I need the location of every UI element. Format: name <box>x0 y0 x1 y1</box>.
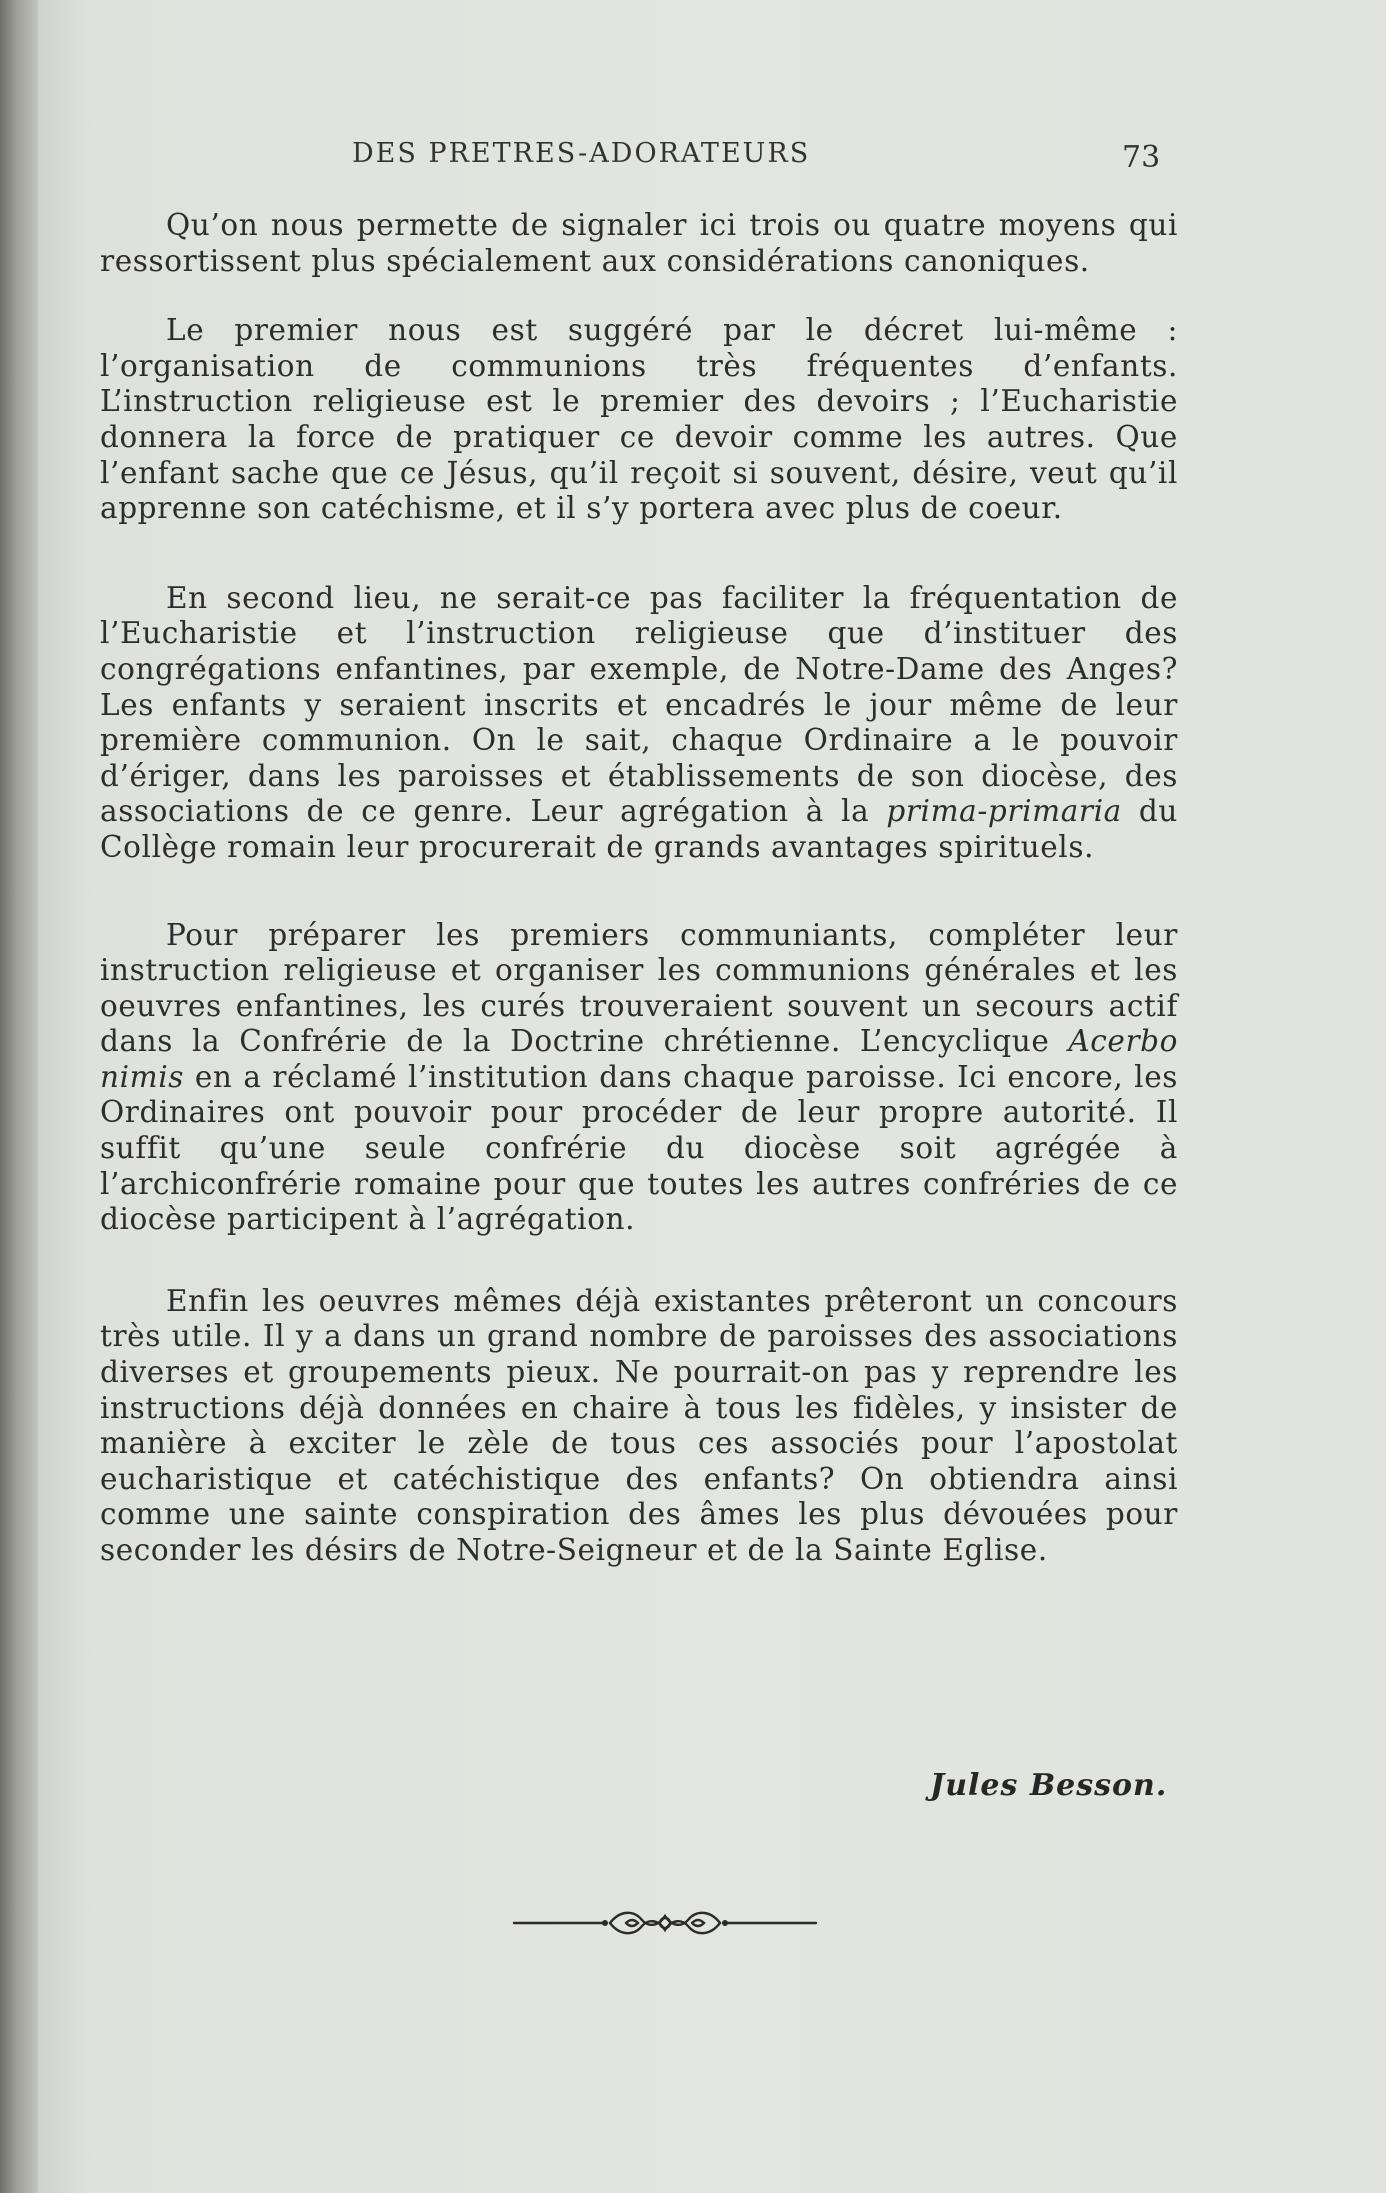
paragraph-3 <box>100 581 1178 866</box>
paragraph-3-italic-term: prima-primaria <box>886 794 1122 829</box>
fleuron-ornament-icon <box>512 1900 818 1946</box>
paragraph-4-text-after: en a réclamé l’institution dans chaque paroisse. Ici encore, les Ordinaires ont pouvoir pour procéder de leur propre autorité. Il suffit qu’une seule confrérie du diocèse soit agrégée à l’archiconfrérie romaine pour que toutes les autres confréries de ce diocèse participent à l’agrégation. <box>100 1059 1178 1237</box>
paragraph-1: Qu’on nous permette de signaler ici trois ou quatre moyens qui ressortissent plus spécialement aux considérations canoniques. <box>100 208 1178 278</box>
running-title: DES PRETRES-ADORATEURS <box>352 138 811 169</box>
paragraph-4-text-before: Pour préparer les premiers communiants, compléter leur instruction religieuse et organiser les communions générales et les oeuvres enfantines, les curés trouveraient souvent un secours actif dans la Confrérie de la Doctrine chrétienne. L’encyclique <box>100 917 1178 1059</box>
body-text <box>100 208 1178 1569</box>
paragraph-2: Le premier nous est suggéré par le décret lui-même : l’organisation de communions très fréquentes d’enfants. L’instruction religieuse est le premier des devoirs ; l’Eucharistie donnera la force de pratiquer ce devoir comme les autres. Que l’enfant sache que ce Jésus, qu’il reçoit si souvent, désire, veut qu’il apprenne son catéchisme, et il s’y portera avec plus de coeur. <box>100 313 1178 526</box>
paragraph-5: Enfin les oeuvres mêmes déjà existantes prêteront un concours très utile. Il y a dans un grand nombre de paroisses des associations diverses et groupements pieux. Ne pourrait-on pas y reprendre les instructions déjà données en chaire à tous les fidèles, y insister de manière à exciter le zèle de tous ces associés pour l’apostolat eucharistique et catéchistique des enfants? On obtiendra ainsi comme une sainte conspiration des âmes les plus dévouées pour seconder les désirs de Notre-Seigneur et de la Sainte Eglise. <box>100 1283 1178 1567</box>
paragraph-3-text-before: En second lieu, ne serait-ce pas faciliter la fréquentation de l’Eucharistie et l’instruction religieuse que d’instituer des congrégations enfantines, par exemple, de Notre-Dame des Anges? Les enfants y seraient inscrits et encadrés le jour même de leur première communion. On le sait, chaque Ordinaire a le pouvoir d’ériger, dans les paroisses et établissements de son diocèse, des associations de ce genre. Leur agrégation à la <box>100 580 1178 829</box>
page-number: 73 <box>1122 140 1161 175</box>
paragraph-3-text-after: du Collège romain leur procurerait de grands avantages spirituels. <box>100 794 1178 864</box>
paragraph-4-italic-term: Acerbo nimis <box>100 1024 1178 1094</box>
author-signature: Jules Besson. <box>930 1768 1168 1803</box>
paragraph-4 <box>100 918 1178 1238</box>
book-binding-edge <box>0 0 38 2193</box>
